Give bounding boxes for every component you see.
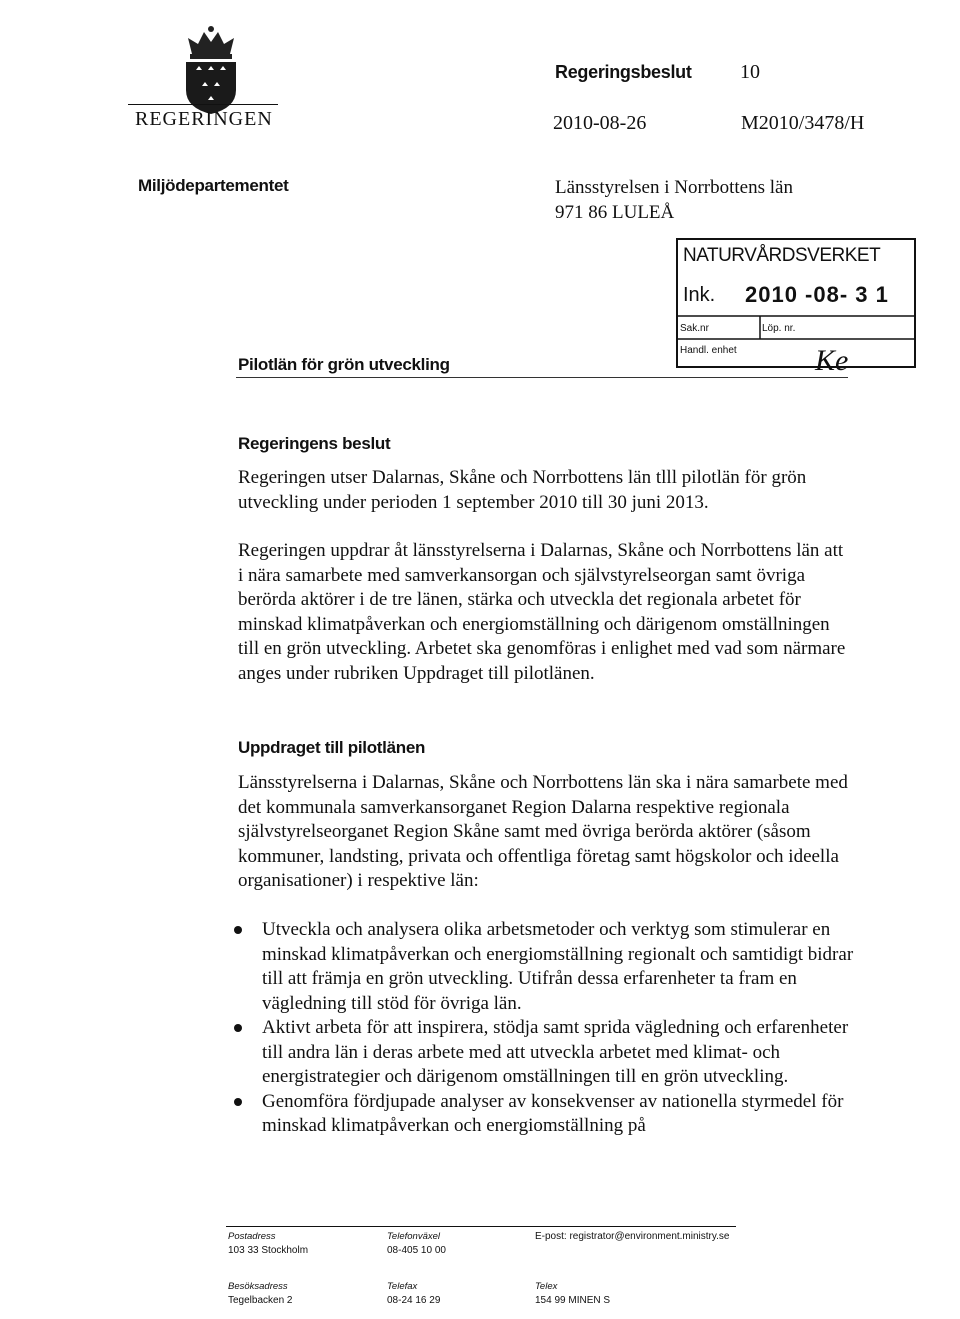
beslut-paragraph-2: Regeringen uppdrar åt länsstyrelserna i Dalarnas, Skåne och Norrbottens län att i nära samarbete med samverkansorgan och självstyrelseorgan samt övriga berörda aktörer i de tre länen, stärka och utveckla det regionala arbetet för minskad klimatpåverkan och energiomställning och därigenom omställningen till en grön utveckling. Arbetet ska genomföras i enlighet med vad som närmare anges under rubriken Uppdraget till pilotlänen. bbox=[238, 540, 846, 684]
logo-rule bbox=[128, 104, 278, 105]
stamp-lop-nr-label: Löp. nr. bbox=[762, 323, 796, 334]
document-date: 2010-08-26 bbox=[553, 112, 647, 134]
list-item bbox=[234, 1016, 854, 1090]
list-item-text: Genomföra fördjupade analyser av konsekvenser av nationella styrmedel för minskad klimatpåverkan och energiomställning på bbox=[262, 1090, 844, 1136]
task-bullet-list bbox=[234, 918, 854, 1139]
list-item bbox=[234, 1090, 854, 1139]
department-name: Miljödepartementet bbox=[138, 176, 289, 195]
stamp-organisation: NATURVÅRDSVERKET bbox=[683, 245, 881, 266]
subject-title: Pilotlän för grön utveckling bbox=[238, 355, 450, 374]
footer-telex: 154 99 MINEN S bbox=[535, 1295, 611, 1306]
heading-regeringens-beslut: Regeringens beslut bbox=[238, 434, 391, 453]
uppdraget-paragraph: Länsstyrelserna i Dalarnas, Skåne och Norrbottens län ska i nära samarbete med det kommunala samverkansorganet Region Dalarna respektive regionala självstyrelseorganet Region Skåne samt med övriga berörda aktörer (såsom kommuner, landsting, privata och offentliga företag samt högskolor och ideella organisationer) i respektive län: bbox=[238, 772, 848, 891]
footer-telefonvaxel: 08-405 10 00 bbox=[387, 1245, 446, 1256]
document-reference: M2010/3478/H bbox=[741, 112, 865, 134]
beslut-paragraph-1: Regeringen utser Dalarnas, Skåne och Norrbottens län tlll pilotlän för grön utveckling under perioden 1 september 2010 till 30 juni 2013. bbox=[238, 467, 807, 513]
government-crest-logo bbox=[168, 24, 254, 114]
list-item bbox=[234, 918, 854, 1016]
footer-telefax-label: Telefax bbox=[387, 1281, 418, 1292]
recipient-address bbox=[555, 175, 793, 225]
footer-postadress: 103 33 Stockholm bbox=[228, 1245, 309, 1256]
stamp-date: 2010 -08- 3 1 bbox=[745, 282, 889, 307]
list-item-text: Utveckla och analysera olika arbetsmetoder och verktyg som stimulerar en minskad klimatpåverkan och energiomställning regionalt och samtidigt bidrar till att främja en grön utveckling. Utifrån dessa erfarenheter ta fram en vägledning till stöd för övriga län. bbox=[262, 919, 854, 1014]
footer-postadress-label: Postadress bbox=[228, 1231, 276, 1242]
stamp-ink-label: Ink. bbox=[683, 284, 716, 306]
page-number: 10 bbox=[740, 61, 760, 83]
list-item-text: Aktivt arbeta för att inspirera, stödja samt sprida vägledning och erfarenheter till andra län i deras arbete med att utveckla arbetet med klimat- och energistrategier och därigenom omställningen till en grön utveckling. bbox=[262, 1017, 849, 1087]
stamp-sak-nr-label: Sak.nr bbox=[680, 323, 709, 334]
bullet-icon bbox=[234, 1024, 242, 1032]
stamp-handwritten-initials: Ke bbox=[815, 344, 849, 377]
recipient-line-2: 971 86 LULEÅ bbox=[555, 202, 675, 223]
footer-telefax: 08-24 16 29 bbox=[387, 1295, 441, 1306]
bullet-icon bbox=[234, 1098, 242, 1106]
footer-email: E-post: registrator@environment.ministry.se bbox=[535, 1231, 730, 1242]
footer-telex-label: Telex bbox=[535, 1281, 558, 1292]
footer-rule bbox=[226, 1226, 736, 1227]
logo-wordmark: REGERINGEN bbox=[135, 108, 273, 130]
heading-uppdraget: Uppdraget till pilotlänen bbox=[238, 738, 426, 757]
document-type: Regeringsbeslut bbox=[555, 62, 692, 82]
recipient-line-1: Länsstyrelsen i Norrbottens län bbox=[555, 177, 793, 198]
bullet-icon bbox=[234, 926, 242, 934]
footer-besoksadress: Tegelbacken 2 bbox=[228, 1295, 293, 1306]
stamp-handl-enhet-label: Handl. enhet bbox=[680, 345, 737, 356]
subject-rule bbox=[236, 377, 848, 378]
footer-telefonvaxel-label: Telefonväxel bbox=[387, 1231, 440, 1242]
footer-besoksadress-label: Besöksadress bbox=[228, 1281, 288, 1292]
